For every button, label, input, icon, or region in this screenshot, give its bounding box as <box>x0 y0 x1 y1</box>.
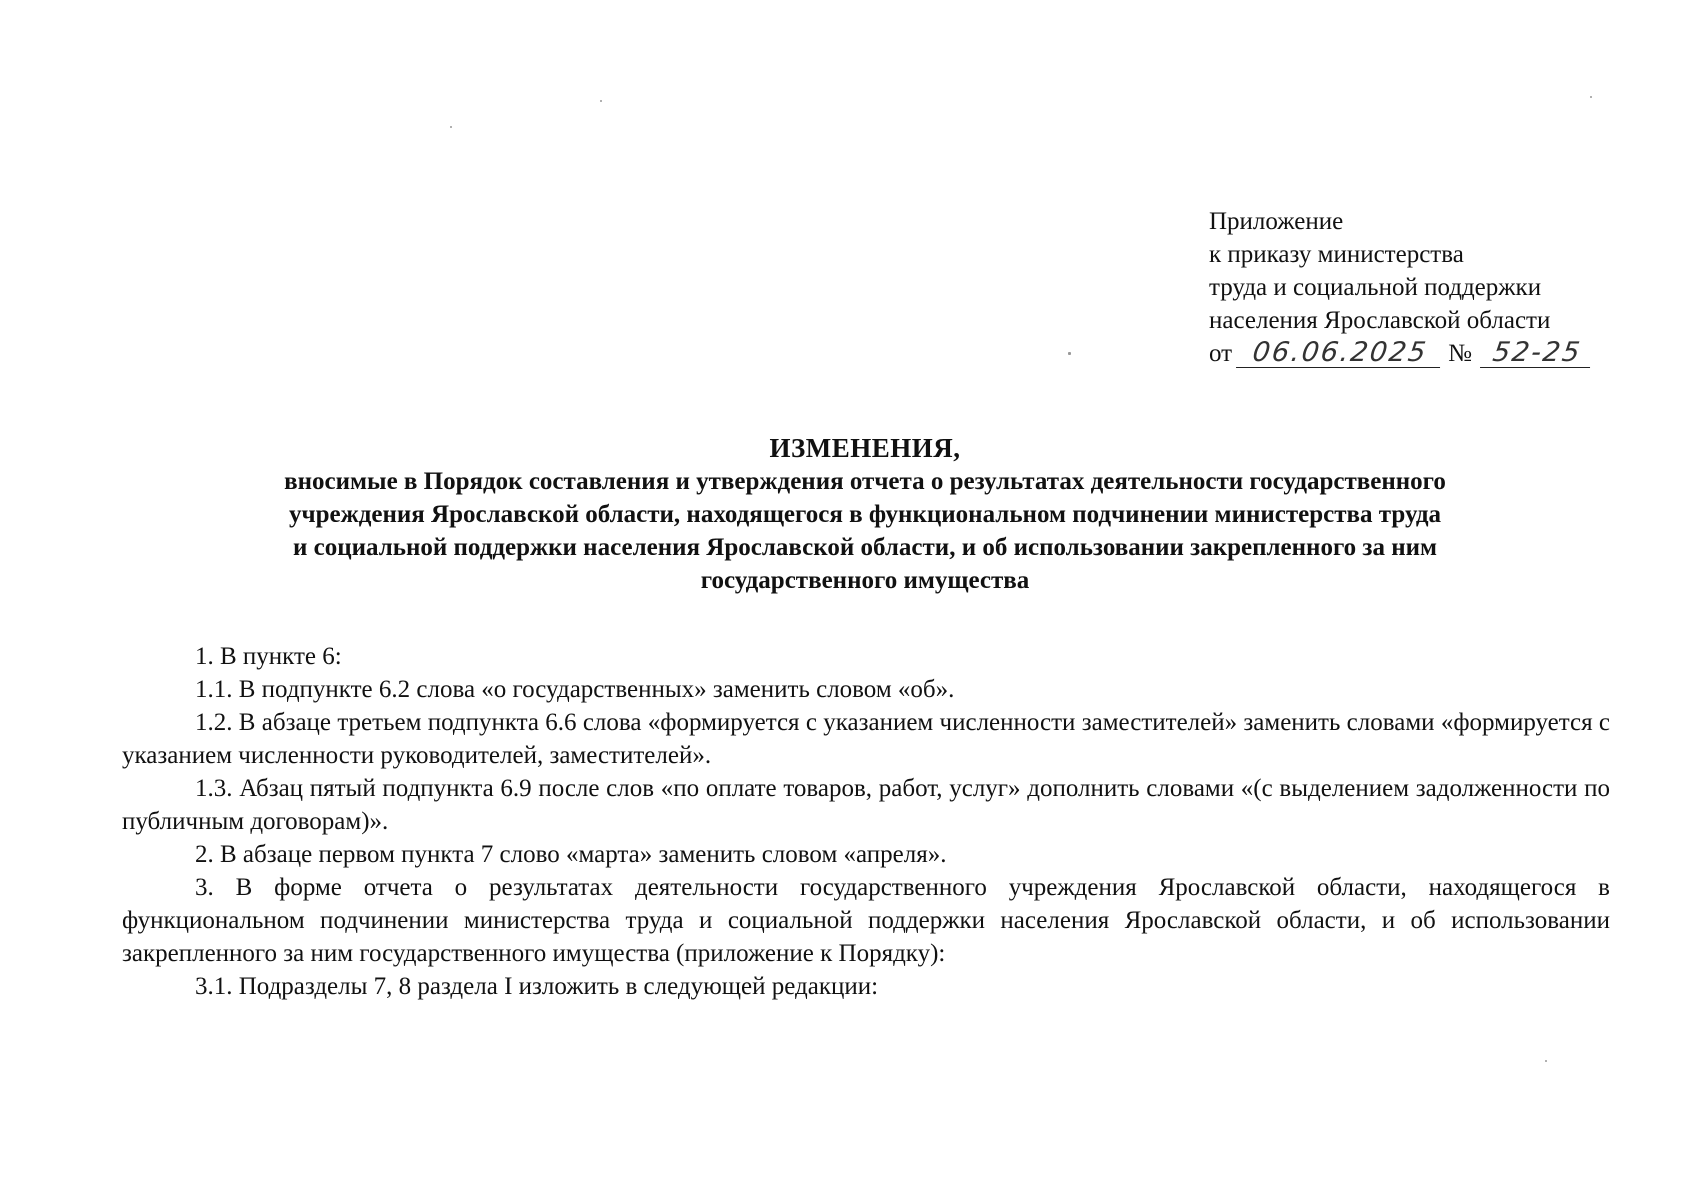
scan-speck <box>600 100 602 102</box>
scan-speck <box>1590 96 1592 98</box>
paragraph-2: 2. В абзаце первом пункта 7 слово «марта» заменить словом «апреля». <box>195 841 947 868</box>
appendix-label: Приложение <box>1209 208 1344 235</box>
paragraph-1-2: 1.2. В абзаце третьем подпункта 6.6 слова «формируется с указанием численности заместителей» заменить словами «формируется с указанием численности руководителей, заместителей». <box>122 709 1610 769</box>
scan-speck <box>1068 352 1071 355</box>
order-date-number-line <box>1209 337 1592 370</box>
paragraph-3: 3. В форме отчета о результатах деятельности государственного учреждения Ярославской области, находящегося в функциональном подчинении министерства труда и социальной поддержки населения Ярославской области, и об использовании закрепленного за ним государственного имущества (приложение к Порядку): <box>122 874 1610 967</box>
paragraph-3-1: 3.1. Подразделы 7, 8 раздела I изложить в следующей редакции: <box>195 973 879 1000</box>
number-sign: № <box>1448 340 1472 367</box>
title-heading: ИЗМЕНЕНИЯ, <box>769 433 961 463</box>
order-date-handwritten: 06.06.2025 <box>1236 339 1444 368</box>
appendix-block <box>1209 205 1592 370</box>
appendix-ministry-line: труда и социальной поддержки <box>1209 274 1542 301</box>
paragraph-1-3: 1.3. Абзац пятый подпункта 6.9 после слов «по оплате товаров, работ, услуг» дополнить словами «(с выделением задолженности по публичным договорам)». <box>122 775 1610 835</box>
scan-speck <box>450 126 452 128</box>
date-prefix: от <box>1209 340 1233 367</box>
document-title <box>120 432 1610 597</box>
title-line: вносимые в Порядок составления и утверждения отчета о результатах деятельности государственного <box>284 468 1446 495</box>
document-body <box>122 640 1610 1003</box>
title-line: государственного имущества <box>700 567 1030 594</box>
order-number-handwritten: 52-25 <box>1480 339 1594 368</box>
title-line: учреждения Ярославской области, находящегося в функциональном подчинении министерства труда <box>288 501 1442 528</box>
appendix-region-line: населения Ярославской области <box>1209 307 1551 334</box>
paragraph-1-1: 1.1. В подпункте 6.2 слова «о государственных» заменить словом «об». <box>195 676 955 703</box>
scan-speck <box>1545 1060 1547 1062</box>
title-line: и социальной поддержки населения Ярославской области, и об использовании закрепленного за ним <box>292 534 1438 561</box>
appendix-order-ref: к приказу министерства <box>1209 241 1464 268</box>
paragraph-1: 1. В пункте 6: <box>195 643 342 670</box>
